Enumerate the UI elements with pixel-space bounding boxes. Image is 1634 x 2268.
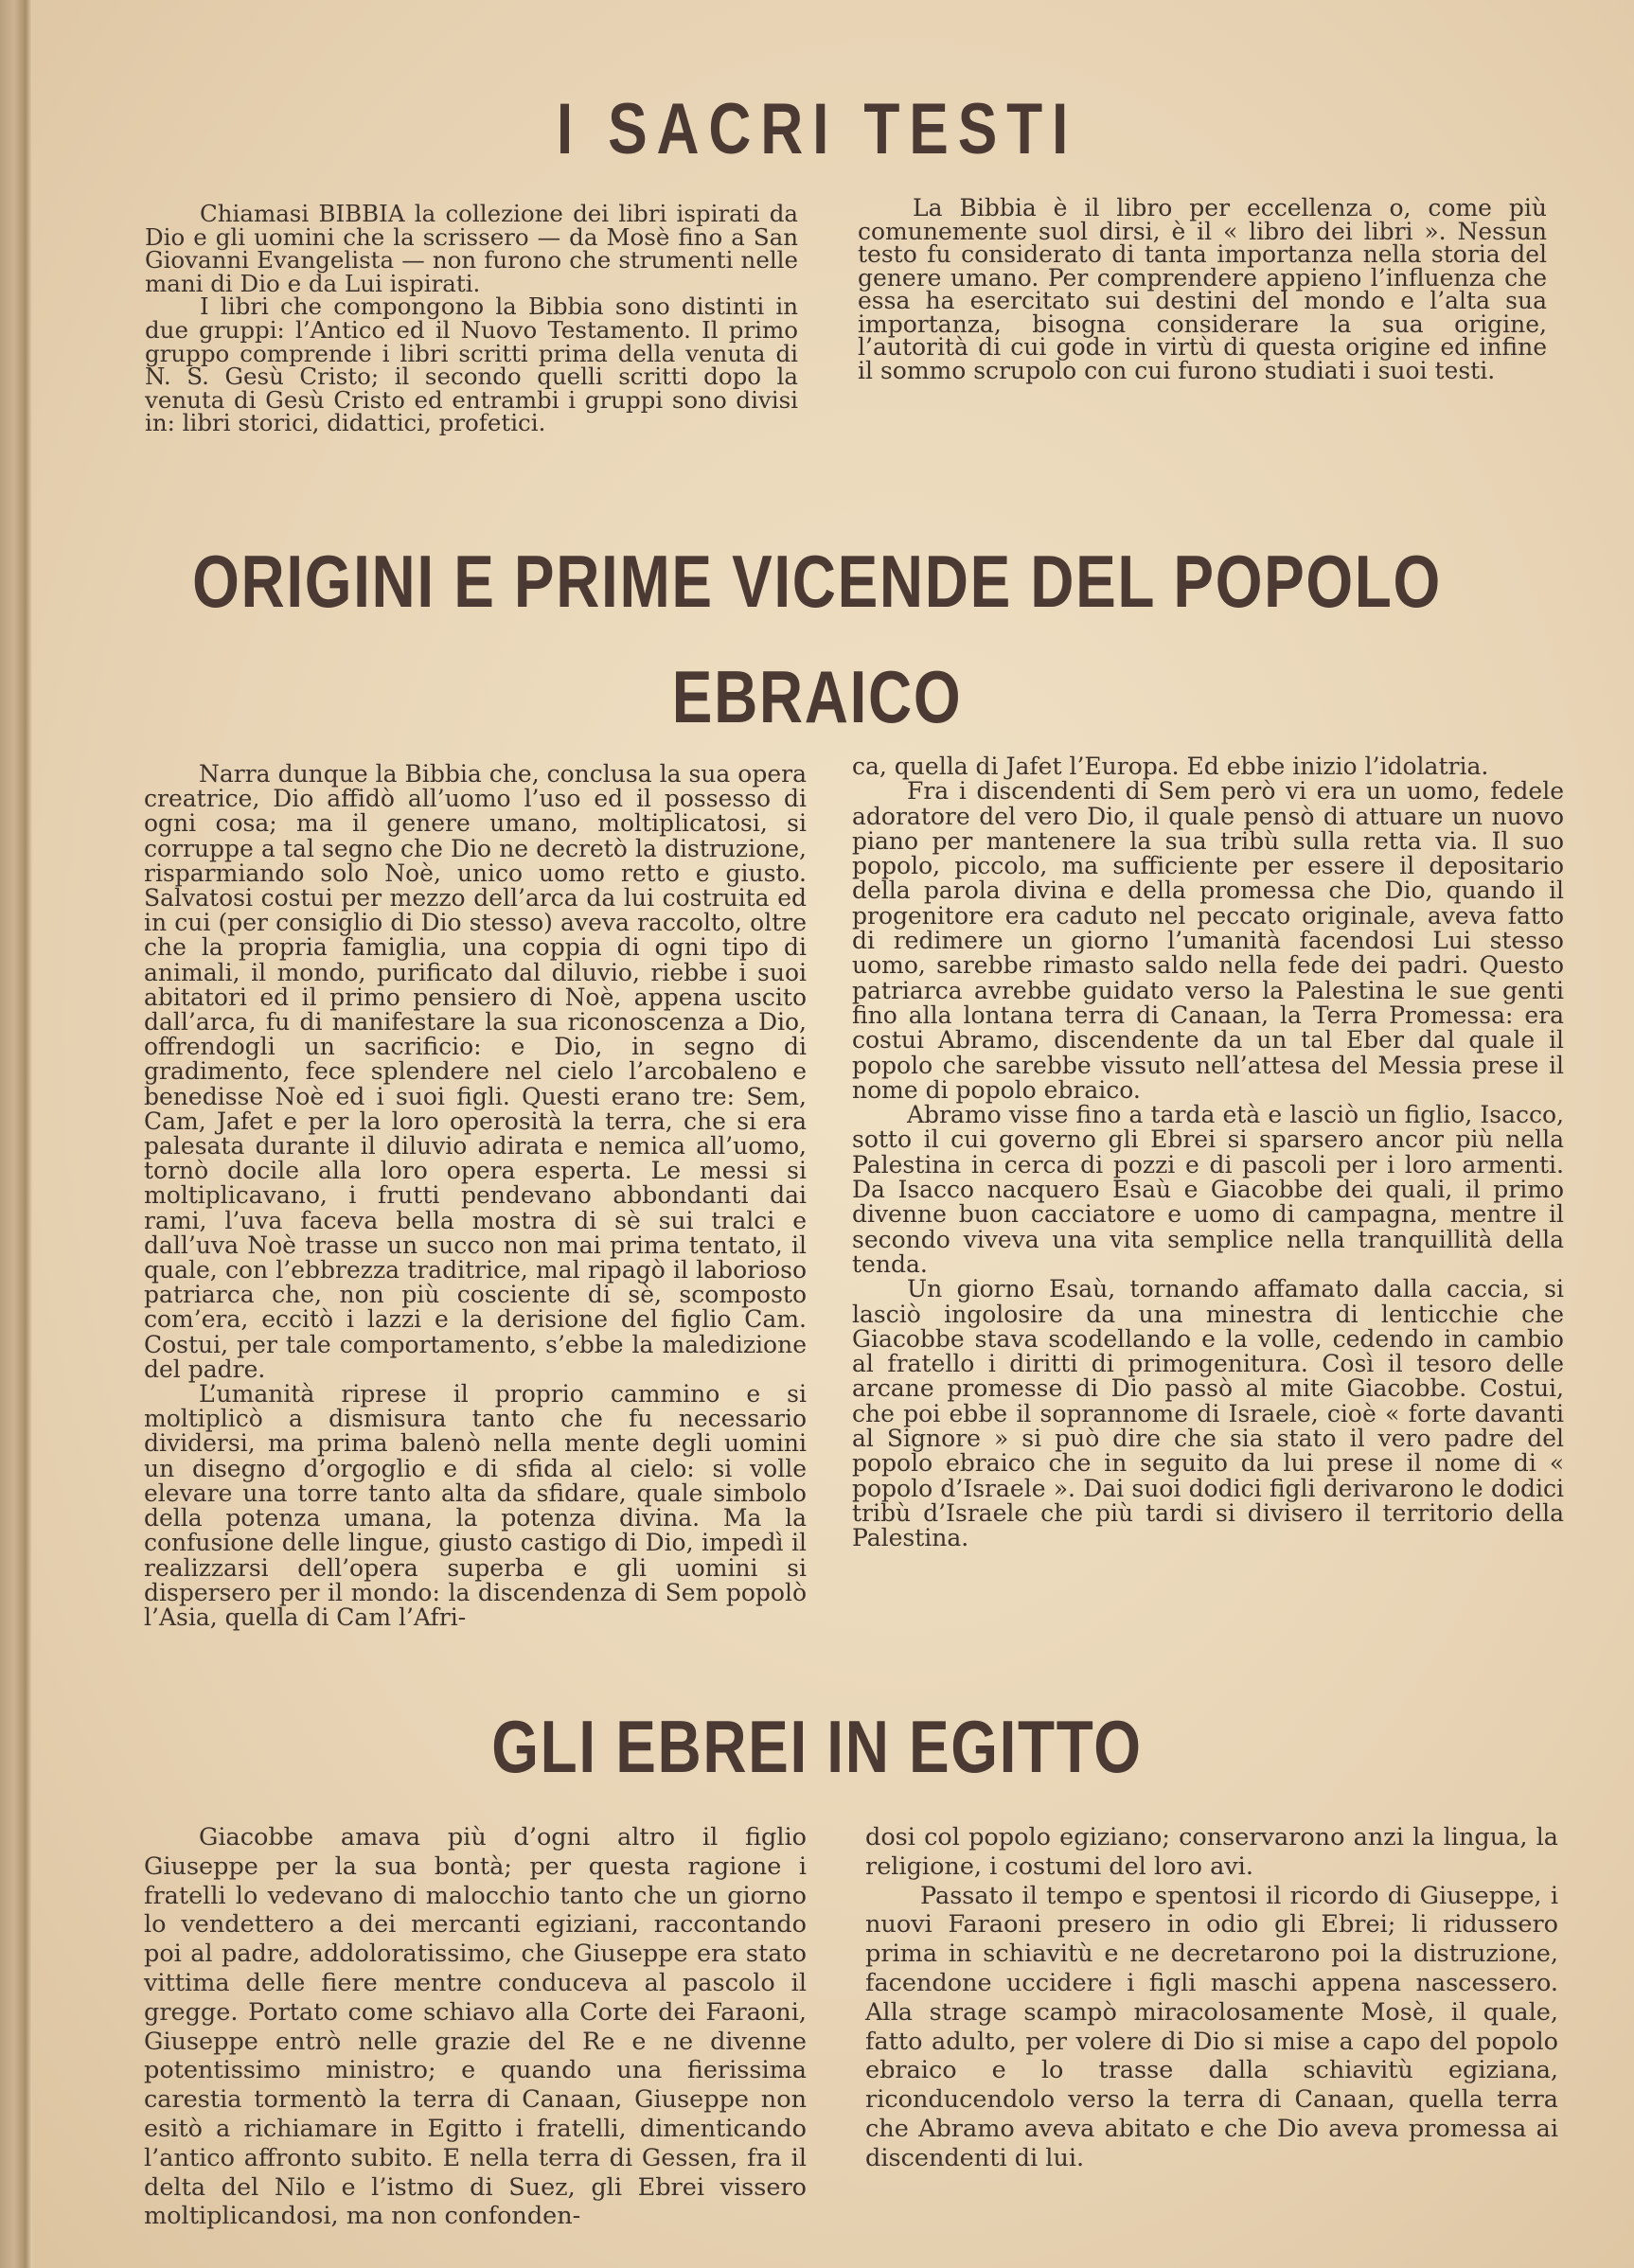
paragraph: Giacobbe amava più d’ogni altro il figlio Giuseppe per la sua bontà; per questa ragione i fratelli lo vedevano di malocchio tanto che un giorno lo vendettero a dei mercanti egiziani, raccontando poi al padre, addoloratissimo, che Giuseppe era stato vittima delle fiere mentre conduceva al pascolo il gregge. Portato come schiavo alla Corte dei Faraoni, Giuseppe entrò nelle grazie del Re e ne divenne potentissimo ministro; e quando una fierissima carestia tormentò la terra di Canaan, Giuseppe non esitò a richiamare in Egitto i fratelli, dimenticando l’antico affronto subito. E nella terra di Gessen, fra il delta del Nilo e l’istmo di Suez, gli Ebrei vissero moltiplicandosi, ma non confonden- (144, 1823, 807, 2231)
origini-right-column (852, 754, 1564, 1551)
heading-sacri-testi: I SACRI TESTI (556, 89, 1078, 169)
paragraph: Fra i discendenti di Sem però vi era un uomo, fedele adoratore del vero Dio, il quale pensò di attuare un nuovo piano per mantenere la sua tribù sulla retta via. Il suo popolo, piccolo, ma sufficiente per essere il depositario della parola divina e della promessa che Dio, quando il progenitore era caduto nel peccato originale, aveva fatto di redimere un giorno l’umanità facendosi Lui stesso uomo, sarebbe rimasto saldo nella fede dei padri. Questo patriarca avrebbe guidato verso la Palestina le sue genti fino alla lontana terra di Canaan, la Terra Promessa: era costui Abramo, discendente da un tal Eber dal quale il popolo che sarebbe vissuto nell’attesa del Messia prese il nome di popolo ebraico. (852, 777, 1564, 1104)
paragraph: Narra dunque la Bibbia che, conclusa la sua opera creatrice, Dio affidò all’uomo l’uso ed il possesso di ogni cosa; ma il genere umano, moltiplicatosi, si corruppe a tal segno che Dio ne decretò la distruzione, risparmiando solo Noè, unico uomo retto e giusto. Salvatosi costui per mezzo dell’arca da lui costruita ed in cui (per consiglio di Dio stesso) aveva raccolto, oltre che la propria famiglia, una coppia di ogni tipo di animali, il mondo, purificato dal diluvio, riebbe i suoi abitatori ed il primo pensiero di Noè, appena uscito dall’arca, fu di manifestare la sua riconoscenza a Dio, offrendogli un sacrificio: e Dio, in segno di gradimento, fece splendere nel cielo l’arcobaleno e benedisse Noè ed i suoi figli. Questi erano tre: Sem, Cam, Jafet e per la loro operosità la terra, che si era palesata durante il diluvio adirata e nemica all’uomo, tornò docile alla loro opera esperta. Le messi si moltiplicavano, i frutti pendevano abbondanti dai rami, l’uva faceva bella mostra di sè sui tralci e dall’uva Noè trasse un succo non mai prima tentato, il quale, con l’ebbrezza traditrice, mal ripagò il laborioso patriarca che, non più cosciente di sè, scomposto com’era, eccitò i lazzi e la derisione del figlio Cam. Costui, per tale comportamento, s’ebbe la maledizione del padre. (144, 760, 807, 1383)
paragraph: Chiamasi BIBBIA la collezione dei libri ispirati da Dio e gli uomini che la scrissero — da Mosè fino a San Giovanni Evangelista — non furono che strumenti nelle mani di Dio e da Lui ispirati. (145, 200, 798, 297)
paragraph: La Bibbia è il libro per eccellenza o, come più comunemente suol dirsi, è il « libro dei libri ». Nessun testo fu considerato di tanta importanza nella storia del genere umano. Per comprendere appieno l’influenza che essa ha esercitato sui destini del mondo e l’alta sua importanza, bisogna considerare la sua origine, l’autorità di cui gode in virtù di questa origine ed infine il sommo scrupolo con cui furono studiati i suoi testi. (858, 194, 1547, 384)
paragraph: Passato il tempo e spentosi il ricordo di Giuseppe, i nuovi Faraoni presero in odio gli Ebrei; li ridussero prima in schiavitù e ne decretarono poi la distruzione, facendone uccidere i figli maschi appena nascessero. Alla strage scampò miracolosamente Mosè, il quale, fatto adulto, per volere di Dio si mise a capo del popolo ebraico e lo trasse dalla schiavitù egiziana, riconducendolo verso la terra di Canaan, quella terra che Abramo aveva abitato e che Dio aveva promessa ai discendenti di lui. (865, 1881, 1558, 2172)
sacri-testi-right-column (858, 194, 1547, 384)
paragraph: I libri che compongono la Bibbia sono distinti in due gruppi: l’Antico ed il Nuovo Testamento. Il primo gruppo comprende i libri scritti prima della venuta di N. S. Gesù Cristo; il secondo quelli scritti dopo la venuta di Gesù Cristo ed entrambi i gruppi sono divisi in: libri storici, didattici, profetici. (145, 292, 798, 437)
paragraph: Abramo visse fino a tarda età e lasciò un figlio, Isacco, sotto il cui governo gli Ebrei si sparsero ancor più nella Palestina in cerca di pozzi e di pascoli per i loro armenti. Da Isacco nacquero Esaù e Giacobbe dei quali, il primo divenne buon cacciatore e uomo di campagna, mentre il secondo viveva una vita semplice nella tranquillità della tenda. (852, 1101, 1564, 1278)
origini-left-column (144, 762, 807, 1630)
heading-origini-line-1: ORIGINI E PRIME VICENDE DEL POPOLO (192, 540, 1442, 623)
binding-spine (0, 0, 32, 2268)
paragraph-continuation: ca, quella di Jafet l’Europa. Ed ebbe inizio l’idolatria. (852, 753, 1489, 780)
paragraph-continuation: dosi col popolo egiziano; conservarono anzi la lingua, la religione, i costumi del loro avi. (865, 1823, 1558, 1881)
heading-origini (147, 523, 1486, 754)
paragraph: L’umanità riprese il proprio cammino e si moltiplicò a dismisura tanto che fu necessario dividersi, ma prima balenò nella mente degli uomini un disegno d’orgoglio e di sfida al cielo: si volle elevare una torre tanto alta da sfidare, quale simbolo della potenza umana, la potenza divina. Ma la confusione delle lingue, giusto castigo di Dio, impedì il realizzarsi dell’opera superba e gli uomini si dispersero per il mondo: la discendenza di Sem popolò l’Asia, quella di Cam l’Afri- (144, 1380, 807, 1631)
egitto-left-column (144, 1823, 807, 2231)
heading-origini-line-2: EBRAICO (671, 655, 963, 738)
egitto-right-column (865, 1823, 1558, 2173)
heading-egitto: GLI EBREI IN EGITTO (491, 1705, 1143, 1788)
sacri-testi-left-column (145, 200, 798, 437)
paragraph: Un giorno Esaù, tornando affamato dalla caccia, si lasciò ingolosire da una minestra di lenticchie che Giacobbe stava scodellando e la volle, cedendo in cambio al fratello i diritti di primogenitura. Così il tesoro delle arcane promesse di Dio passò al mite Giacobbe. Costui, che poi ebbe il soprannome di Israele, cioè « forte davanti al Signore » si può dire che sia stato il vero padre del popolo ebraico che in seguito da lui prese il nome di « popolo d’Israele ». Dai suoi dodici figli derivarono le dodici tribù d’Israele che più tardi si divisero il territorio della Palestina. (852, 1275, 1564, 1552)
